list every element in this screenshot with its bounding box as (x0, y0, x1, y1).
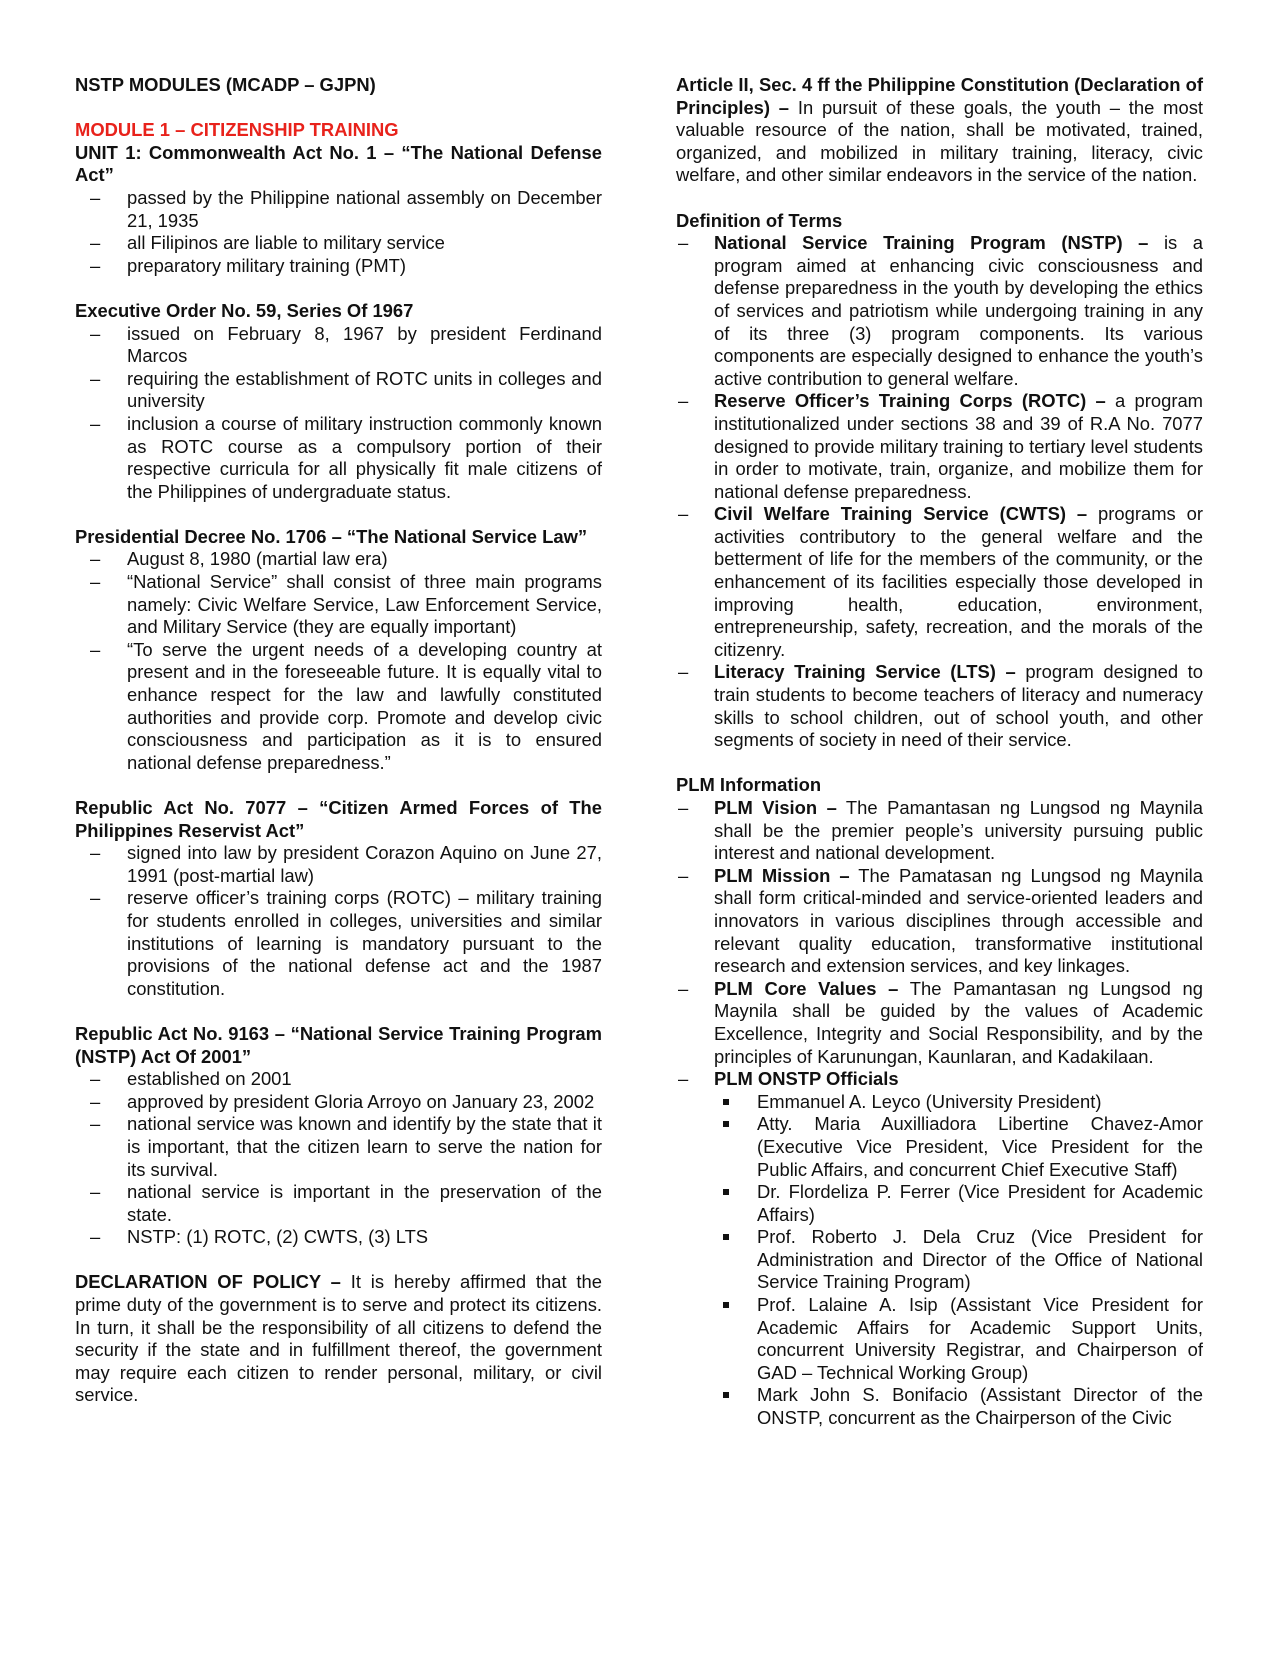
list-item: – reserve officer’s training corps (ROTC) – military training for students enrolled in colleges, universities and similar institutions of learning is mandatory pursuant to the provisions of the national defense act and the 1987 constitution. (75, 887, 602, 1000)
official-item: Emmanuel A. Leyco (University President) (676, 1091, 1203, 1114)
article-paragraph (676, 74, 1203, 187)
unit1-heading: UNIT 1: Commonwealth Act No. 1 – “The National Defense Act” (75, 141, 602, 186)
term: PLM Mission – (714, 864, 850, 886)
pd1706-list (75, 548, 602, 774)
list-item: – “To serve the urgent needs of a developing country at present and in the foreseeable future. It is equally vital to enhance respect for the law and lawfully constituted authorities and provide corp. Promote and develop civic consciousness and participation as it is to ensured national defense preparedness.” (75, 639, 602, 775)
list-item: – established on 2001 (75, 1068, 602, 1091)
list-item (676, 390, 1203, 503)
definition: a program institutionalized under sections 38 and 39 of R.A No. 7077 designed to provide military training to tertiary level students in order to motivate, train, organize, and mobilize them for national defense preparedness. (714, 390, 1203, 502)
ra9163-heading: Republic Act No. 9163 – “National Service Training Program (NSTP) Act Of 2001” (75, 1022, 602, 1067)
list-item (676, 865, 1203, 978)
list-item (676, 232, 1203, 390)
article-text: In pursuit of these goals, the youth – the most valuable resource of the nation, shall be motivated, trained, organized, and mobilized in military training, literacy, civic welfare, and other similar endeavors in the service of the nation. (676, 96, 1203, 186)
term: PLM Vision – (714, 797, 837, 818)
policy-text: It is hereby affirmed that the prime duty of the government is to serve and protect its citizens. In turn, it shall be the responsibility of all citizens to defend the security if the state and in fulfillment thereof, the government may require each citizen to render personal, military, or civil service. (75, 1271, 602, 1406)
right-column (676, 74, 1203, 1430)
eo59-list (75, 323, 602, 504)
definition: The Pamatasan ng Lungsod ng Maynila shall form critical-minded and service-oriented leaders and innovators in various disciplines through accessible and relevant quality education, transformative institutional research and extension services, and key linkages. (714, 864, 1203, 977)
list-item: – NSTP: (1) ROTC, (2) CWTS, (3) LTS (75, 1226, 602, 1249)
list-item: – approved by president Gloria Arroyo on January 23, 2002 (75, 1091, 602, 1114)
officials-list (676, 1091, 1203, 1430)
declaration-of-policy (75, 1271, 602, 1407)
plm-heading: PLM Information (676, 774, 822, 796)
document-title: NSTP MODULES (MCADP – GJPN) (75, 74, 376, 95)
list-item (676, 1068, 1203, 1091)
list-item: – national service was known and identify by the state that it is important, that the citizen learn to serve the nation for its survival. (75, 1113, 602, 1181)
eo59-heading: Executive Order No. 59, Series Of 1967 (75, 299, 414, 321)
module-title: MODULE 1 – CITIZENSHIP TRAINING (75, 119, 399, 141)
list-item: – preparatory military training (PMT) (75, 255, 602, 278)
definition: The Pamantasan ng Lungsod ng Maynila shall be guided by the values of Academic Excellence, Integrity and Social Responsibility, and by the principles of Karunungan, Kaunlaran, and Kadakilaan. (714, 977, 1203, 1067)
list-item: – national service is important in the preservation of the state. (75, 1181, 602, 1226)
officials-heading: PLM ONSTP Officials (714, 1068, 899, 1090)
ra7077-heading: Republic Act No. 7077 – “Citizen Armed Forces of The Philippines Reservist Act” (75, 797, 602, 841)
policy-label: DECLARATION OF POLICY – (75, 1271, 341, 1293)
ra9163-list (75, 1068, 602, 1249)
list-item: – passed by the Philippine national assembly on December 21, 1935 (75, 187, 602, 232)
term: National Service Training Program (NSTP) – (714, 232, 1149, 254)
plm-list (676, 797, 1203, 1091)
list-item (676, 661, 1203, 751)
definitions-list (676, 232, 1203, 752)
official-item: Dr. Flordeliza P. Ferrer (Vice President for Academic Affairs) (676, 1181, 1203, 1226)
definition: programs or activities contributory to the general welfare and the betterment of life for the members of the community, or the enhancement of its facilities especially those developed in improving health, education, environment, entrepreneurship, safety, recreation, and the morals of the citizenry. (714, 503, 1203, 660)
list-item: – all Filipinos are liable to military service (75, 232, 602, 255)
definition: is a program aimed at enhancing civic consciousness and defense preparedness in the youth by developing the ethics of services and patriotism while undergoing training in any of its three (3) program components. Its various components are especially designed to enhance the youth’s active contribution to general welfare. (714, 232, 1204, 389)
list-item (676, 797, 1203, 865)
list-item: – inclusion a course of military instruction commonly known as ROTC course as a compulsory portion of their respective curricula for all physically fit male citizens of the Philippines of undergraduate status. (75, 413, 602, 503)
definition: The Pamantasan ng Lungsod ng Maynila shall be the premier people’s university pursuing public interest and national development. (714, 797, 1203, 864)
term: Reserve Officer’s Training Corps (ROTC) – (714, 390, 1106, 412)
definitions-heading: Definition of Terms (676, 209, 843, 231)
official-item: Mark John S. Bonifacio (Assistant Director of the ONSTP, concurrent as the Chairperson of the Civic (676, 1384, 1203, 1429)
definition: program designed to train students to become teachers of literacy and numeracy skills to school children, out of school youth, and other segments of society in need of their service. (714, 661, 1203, 751)
ra7077-list (75, 842, 602, 1000)
left-column (75, 74, 602, 1407)
pd1706-heading: Presidential Decree No. 1706 – “The National Service Law” (75, 525, 588, 547)
official-item: Prof. Lalaine A. Isip (Assistant Vice President for Academic Affairs for Academic Support Units, concurrent University Registrar, and Chairperson of GAD – Technical Working Group) (676, 1294, 1203, 1384)
list-item: – requiring the establishment of ROTC units in colleges and university (75, 368, 602, 413)
term: PLM Core Values – (714, 977, 899, 999)
list-item (676, 503, 1203, 661)
list-item: – August 8, 1980 (martial law era) (75, 548, 602, 571)
term: Civil Welfare Training Service (CWTS) – (714, 503, 1088, 525)
official-item: Atty. Maria Auxilliadora Libertine Chavez-Amor (Executive Vice President, Vice President for the Public Affairs, and concurrent Chief Executive Staff) (676, 1113, 1203, 1181)
list-item: – signed into law by president Corazon Aquino on June 27, 1991 (post-martial law) (75, 842, 602, 887)
official-item: Prof. Roberto J. Dela Cruz (Vice President for Administration and Director of the Office of National Service Training Program) (676, 1226, 1203, 1294)
list-item: – “National Service” shall consist of three main programs namely: Civic Welfare Service, Law Enforcement Service, and Military Service (they are equally important) (75, 571, 602, 639)
term: Literacy Training Service (LTS) – (714, 661, 1016, 683)
list-item: – issued on February 8, 1967 by president Ferdinand Marcos (75, 323, 602, 368)
article-label: Article II, Sec. 4 ff the Philippine Constitution (Declaration of Principles) – (676, 74, 1203, 118)
unit1-list (75, 187, 602, 277)
list-item (676, 978, 1203, 1068)
